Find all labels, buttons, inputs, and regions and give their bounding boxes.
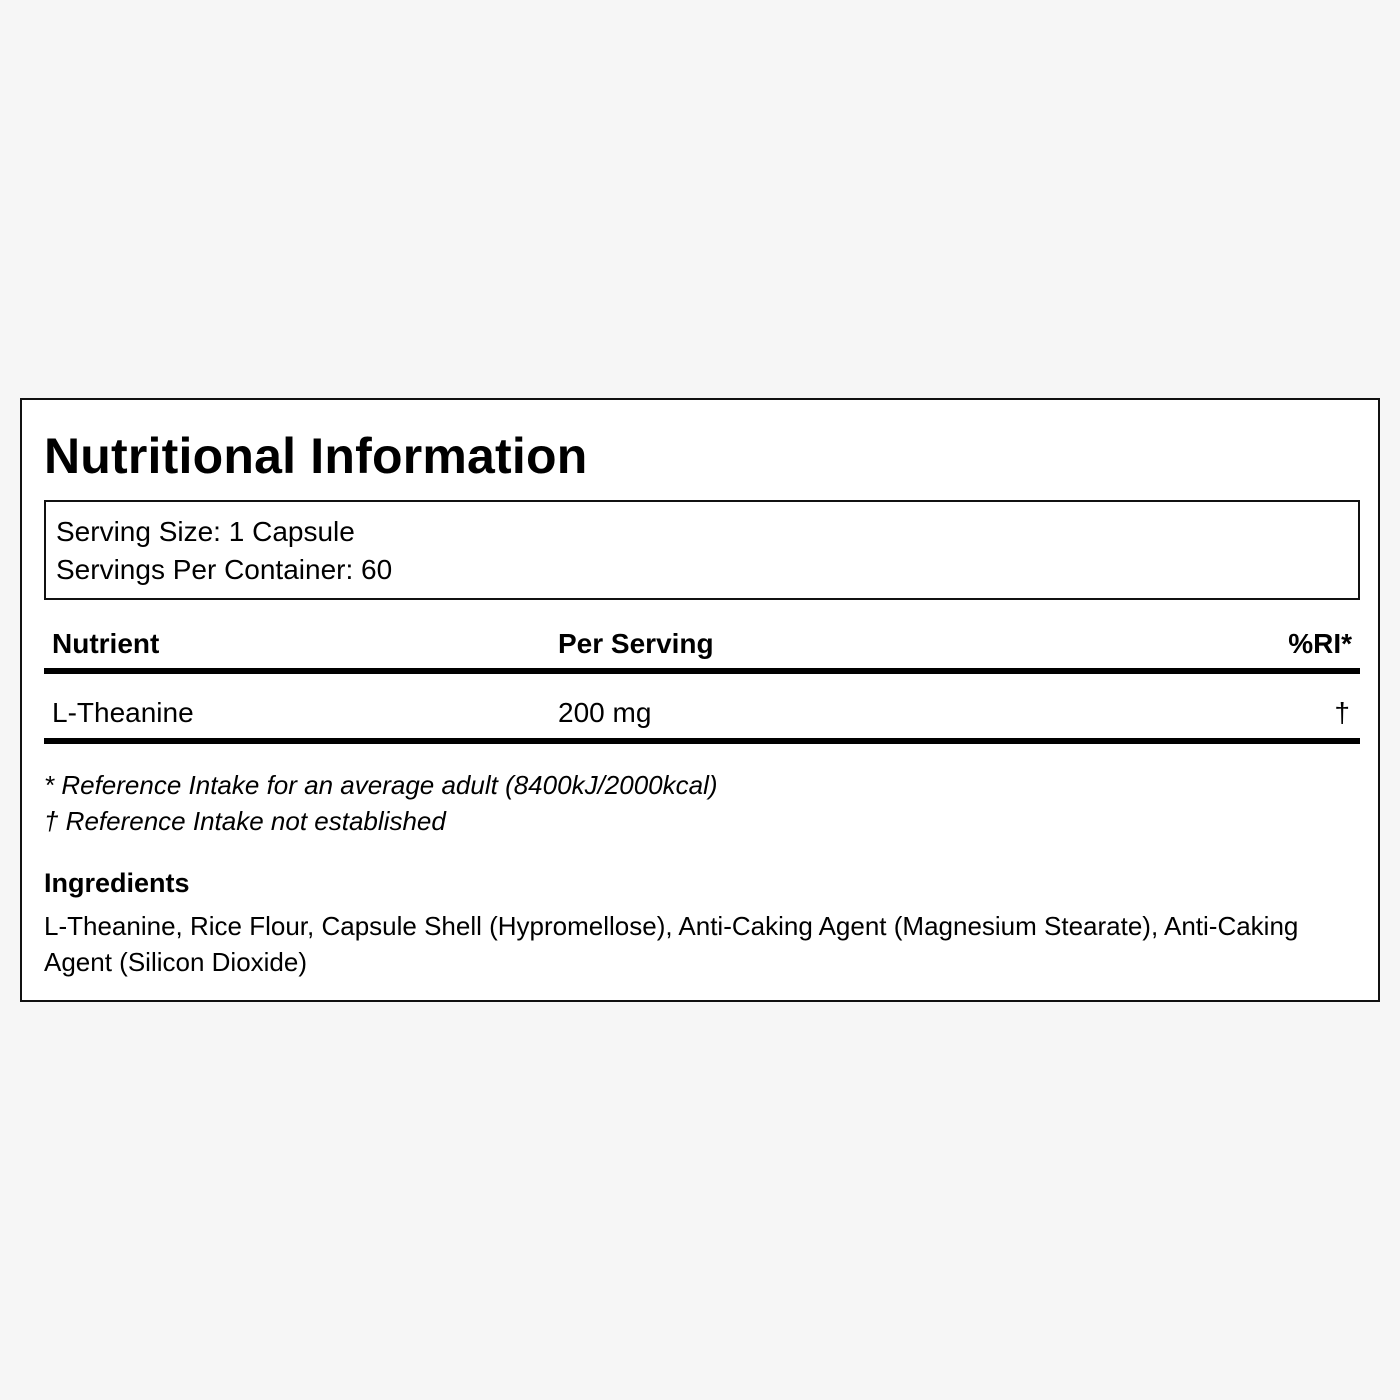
header-nutrient: Nutrient [52, 628, 160, 659]
serving-info-box [44, 500, 1360, 600]
footnote-reference-intake: * Reference Intake for an average adult (8400kJ/2000kcal) [44, 770, 718, 800]
nutrition-panel [20, 398, 1380, 1002]
nutrition-table-header [44, 626, 1360, 662]
row-per-serving: 200 mg [558, 697, 652, 728]
servings-per-container: Servings Per Container: 60 [56, 554, 393, 585]
row-ri: † [1334, 697, 1350, 728]
table-bottom-divider [44, 738, 1360, 744]
footnote-not-established: † Reference Intake not established [44, 806, 446, 836]
table-row [44, 694, 1360, 732]
ingredients-heading: Ingredients [44, 868, 190, 898]
row-nutrient: L-Theanine [52, 697, 194, 728]
header-ri: %RI* [1288, 628, 1352, 659]
header-divider [44, 668, 1360, 674]
header-per-serving: Per Serving [558, 628, 714, 659]
serving-size: Serving Size: 1 Capsule [56, 516, 355, 547]
page-title: Nutritional Information [44, 428, 588, 484]
ingredients-list: L-Theanine, Rice Flour, Capsule Shell (Hypromellose), Anti-Caking Agent (Magnesium Stearate), Anti-Caking Agent (Silicon Dioxide) [44, 911, 1299, 977]
